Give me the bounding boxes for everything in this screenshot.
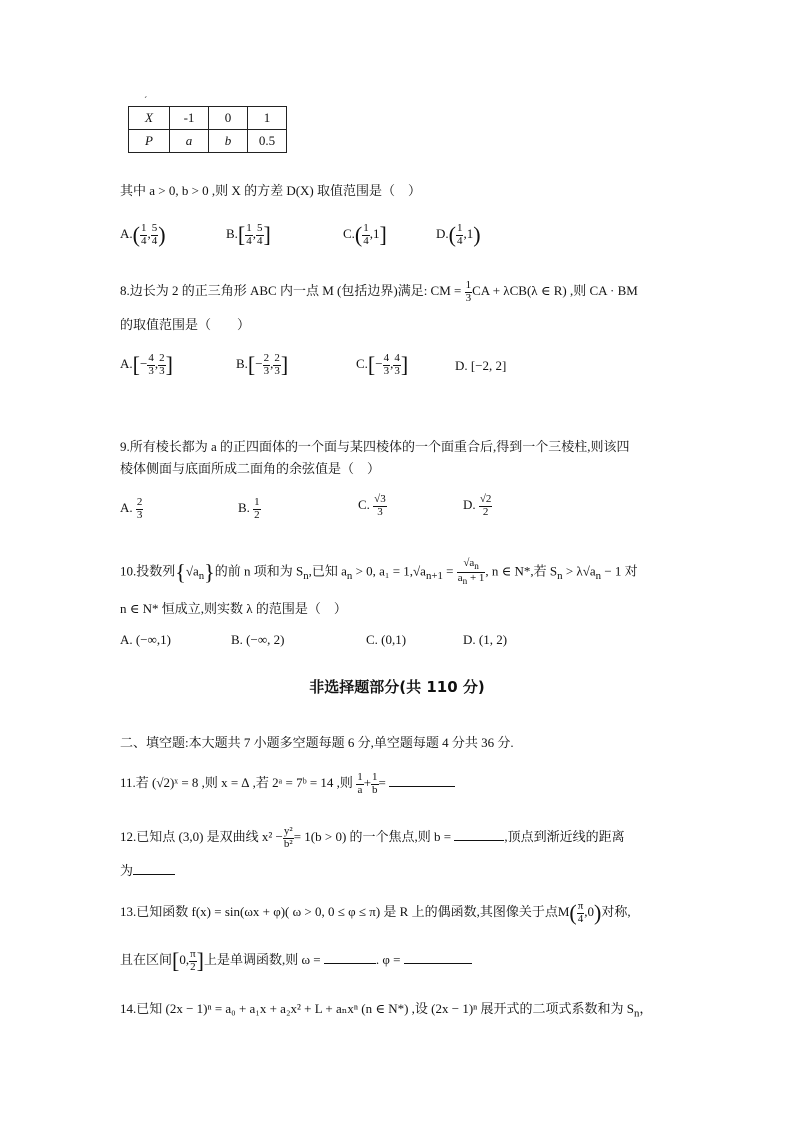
table-cell: -1 bbox=[170, 107, 209, 130]
part-two-intro: 二、填空题:本大题共 7 小题多空题每题 6 分,单空题每题 4 分共 36 分. bbox=[120, 735, 514, 750]
q7-option-b: B.[ $\frac{1}{4}$ , $\frac{5}{4}$ ] bbox=[226, 221, 271, 247]
table-cell: 0 bbox=[209, 107, 248, 130]
table-cell: a bbox=[170, 130, 209, 153]
q8-stem-cont: 的取值范围是（ ） bbox=[120, 317, 251, 332]
q10-option-c: C. (0,1) bbox=[366, 632, 407, 647]
distribution-table bbox=[128, 106, 287, 153]
table-row bbox=[129, 130, 287, 153]
q8-option-c: C.[− $\frac{4}{3}$ , $\frac{4}{3}$ ] bbox=[356, 351, 409, 377]
table-cell: b bbox=[209, 130, 248, 153]
table-row bbox=[129, 107, 287, 130]
q12-cont: 为 bbox=[120, 860, 175, 879]
q9-stem: 9.所有棱长都为 a 的正四面体的一个面与某四棱体的一个面重合后,得到一个三棱柱,则该四 bbox=[120, 439, 630, 454]
q7-option-a: A.( $\frac{1}{4}$ , $\frac{5}{4}$ ) bbox=[120, 221, 166, 247]
corner-mark: ˊ bbox=[144, 96, 148, 107]
q13-cont: 且在区间[0, $\frac{\pi}{2}$ ]上是单调函数,则 ω = . φ = bbox=[120, 948, 472, 974]
q10-option-a: A. (−∞,1) bbox=[120, 632, 171, 647]
table-cell: X bbox=[129, 107, 170, 130]
q14: 14.已知 (2x − 1)ⁿ = a₀ + a₁x + a₂x² + L + aₙxⁿ (n ∈ N*) ,设 (2x − 1)ⁿ 展开式的二项式系数和为 $S_n$， bbox=[120, 1001, 653, 1020]
q9-stem-cont: 棱体侧面与底面所成二面角的余弦值是（ ） bbox=[120, 461, 381, 476]
q10-stem-cont: n ∈ N* 恒成立,则实数 λ 的范围是（ ） bbox=[120, 601, 347, 616]
q10-stem: 10.投数列$\{√a_n\}$的前 n 项和为 $S_n$,已知 $a_n > 0$, $a_1 = 1,√a_{n+1}$ = $\frac{√a_n}{a_n + 1}$ , n ∈ N*,若 $S_n > \lambda√a_n - 1$ 对 bbox=[120, 557, 638, 586]
q9-option-a: A. $\frac{2}{3}$ bbox=[120, 496, 143, 521]
table-cell: 1 bbox=[248, 107, 287, 130]
q8-option-a: A.[− $\frac{4}{3}$ , $\frac{2}{3}$ ] bbox=[120, 351, 173, 377]
table-cell: P bbox=[129, 130, 170, 153]
q11: 11.若 (√2)ˣ = 8 ,则 x = ∆ ,若 2ᵃ = 7ᵇ = 14 ,则 $\frac{1}{a}$ + $\frac{1}{b}$ = bbox=[120, 772, 455, 796]
q7-stem: 其中 a > 0, b > 0 ,则 X 的方差 D(X) 取值范围是（ ） bbox=[120, 183, 422, 198]
q8-stem: 8.边长为 2 的正三角形 ABC 内一点 M (包括边界)满足: CM = $\frac{1}{3}$ CA + λCB(λ ∈ R) ,则 CA · BM bbox=[120, 279, 638, 304]
q12: 12.已知点 (3,0) 是双曲线 x² − $\frac{\text{y²}}{\text{b²}}$ = 1(b > 0) 的一个焦点,则 b = ,顶点到渐近线的距离 bbox=[120, 825, 625, 850]
q7-option-d: D.( $\frac{1}{4}$ ,1) bbox=[436, 221, 481, 247]
q13: 13.已知函数 f(x) = sin(ωx + φ)( ω > 0, 0 ≤ φ ≤ π) 是 R 上的偶函数,其图像关于点M( $\frac{\pi}{4}$ ,0)对称, bbox=[120, 899, 631, 925]
table-cell: 0.5 bbox=[248, 130, 287, 153]
q9-option-b: B. $\frac{1}{2}$ bbox=[238, 496, 260, 521]
q10-option-b: B. (−∞, 2) bbox=[231, 632, 285, 647]
q10-option-d: D. (1, 2) bbox=[463, 632, 508, 647]
q8-option-b: B.[− $\frac{2}{3}$ , $\frac{2}{3}$ ] bbox=[236, 351, 289, 377]
q9-option-d: D. $\frac{√2}{2}$ bbox=[463, 493, 492, 518]
q8-option-d: D. [−2, 2] bbox=[455, 358, 507, 373]
section-heading: 非选择题部分(共 110 分) bbox=[309, 678, 485, 696]
q7-option-c: C.( $\frac{1}{4}$ ,1] bbox=[343, 221, 387, 247]
q9-option-c: C. $\frac{√3}{3}$ bbox=[358, 493, 386, 518]
